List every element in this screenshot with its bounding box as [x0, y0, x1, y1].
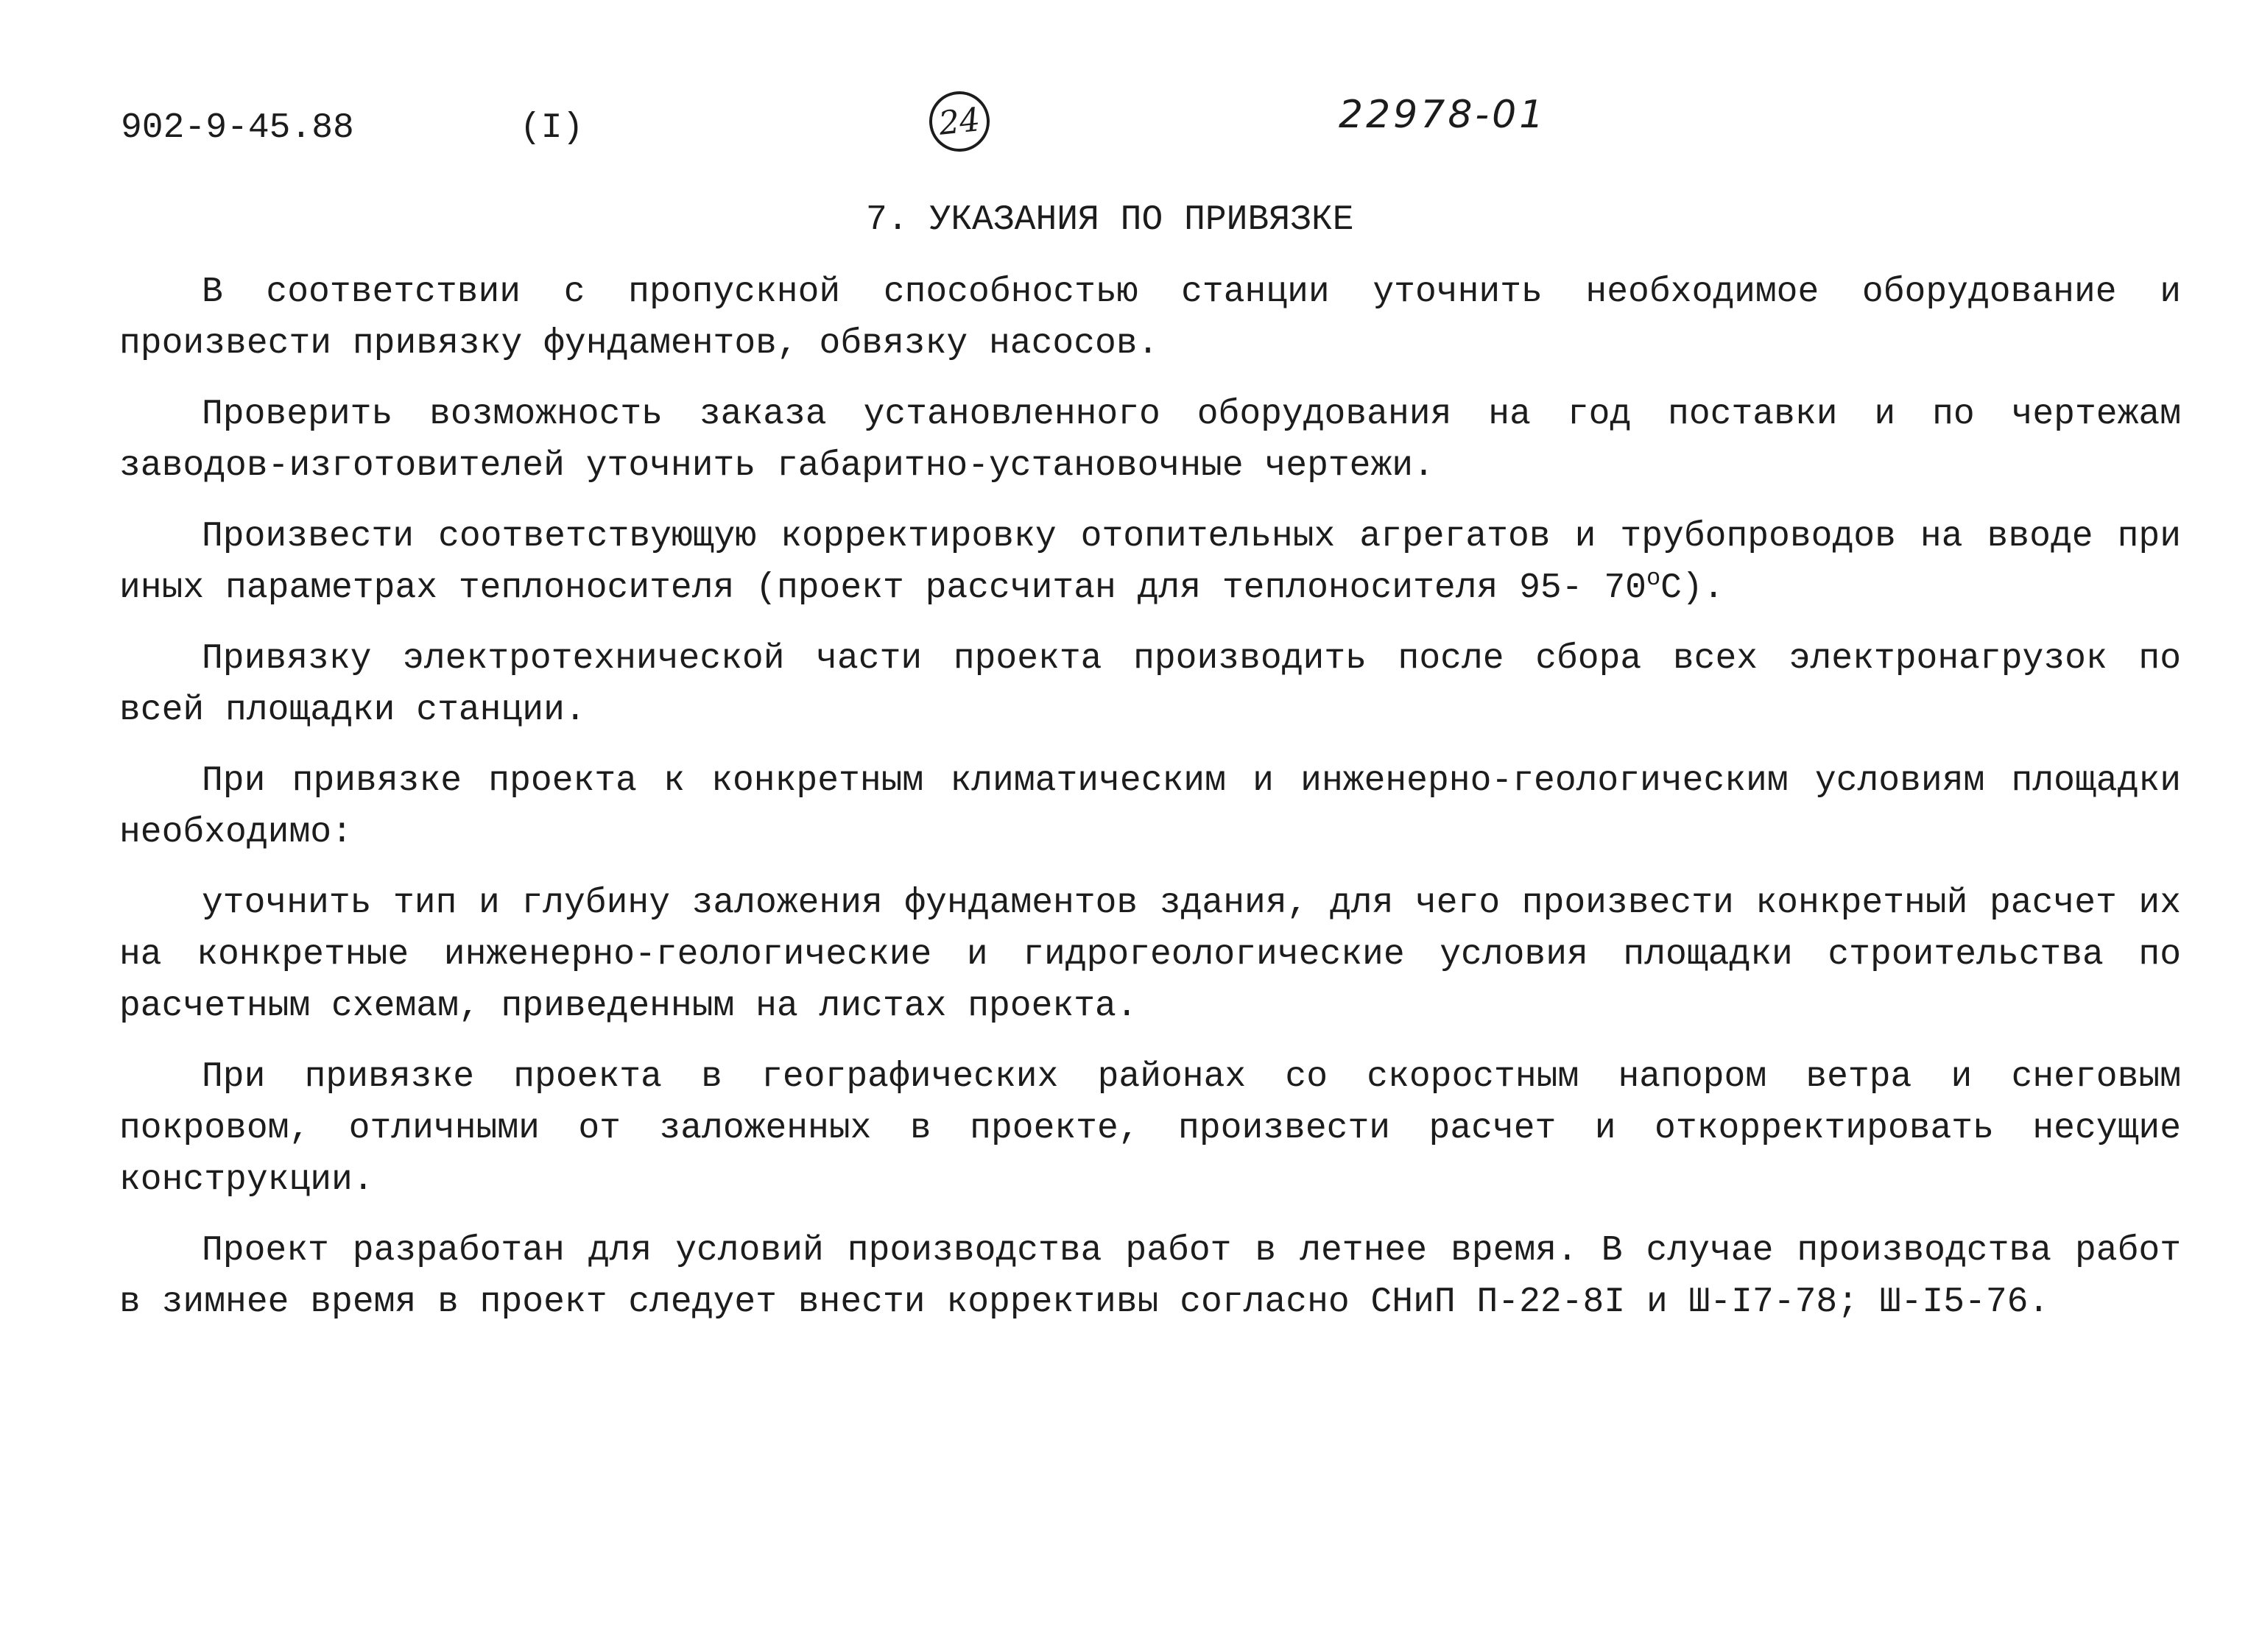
heating-text: Произвести соответствующую корректировку отопительных агрегатов и трубопроводов на вводе при иных параметрах теплоносителя (проект рассчитан для теплоносителя 95- 70	[119, 517, 2181, 608]
paragraph-wind-snow: При привязке проекта в географических районах со скоростным напором ветра и снеговым покровом, отличными от заложенных в проекте, произвести расчет и откорректировать несущие конструкции.	[119, 1057, 2181, 1200]
paragraph-order-check: Проверить возможность заказа установленного оборудования на год поставки и по чертежам заводов-изготовителей уточнить габаритно-установочные чертежи.	[119, 395, 2181, 486]
page-number: 24	[937, 100, 982, 143]
paragraph-heating	[119, 511, 2181, 614]
section-title: 7. УКАЗАНИЯ ПО ПРИВЯЗКЕ	[866, 200, 1354, 240]
body-text	[119, 266, 2181, 1347]
heating-text-end: С).	[1660, 568, 1724, 608]
volume-number: (I)	[520, 108, 584, 148]
document-code: 902-9-45.88	[121, 108, 354, 148]
paragraph-equipment: В соответствии с пропускной способностью станции уточнить необходимое оборудование и произвести привязку фундаментов, обвязку насосов.	[119, 272, 2181, 364]
inventory-stamp: 22978-01	[1339, 93, 1547, 137]
paragraph-electrical: Привязку электротехнической части проекта производить после сбора всех электронагрузок по всей площадки станции.	[119, 639, 2181, 730]
paragraph-foundations: уточнить тип и глубину заложения фундаментов здания, для чего произвести конкретный расчет их на конкретные инженерно-геологические и гидрогеологические условия площадки строительства по расчетным схемам, приведенным на листах проекта.	[119, 883, 2181, 1026]
degree-sign: o	[1646, 565, 1661, 592]
paragraph-climate: При привязке проекта к конкретным климатическим и инженерно-геологическим условиям площадки необходимо:	[119, 761, 2181, 853]
page-number-circle	[926, 88, 993, 155]
paragraph-winter-works: Проект разработан для условий производства работ в летнее время. В случае производства работ в зимнее время в проект следует внести коррективы согласно СНиП П-22-8I и Ш-I7-78; Ш-I5-76.	[119, 1231, 2181, 1322]
